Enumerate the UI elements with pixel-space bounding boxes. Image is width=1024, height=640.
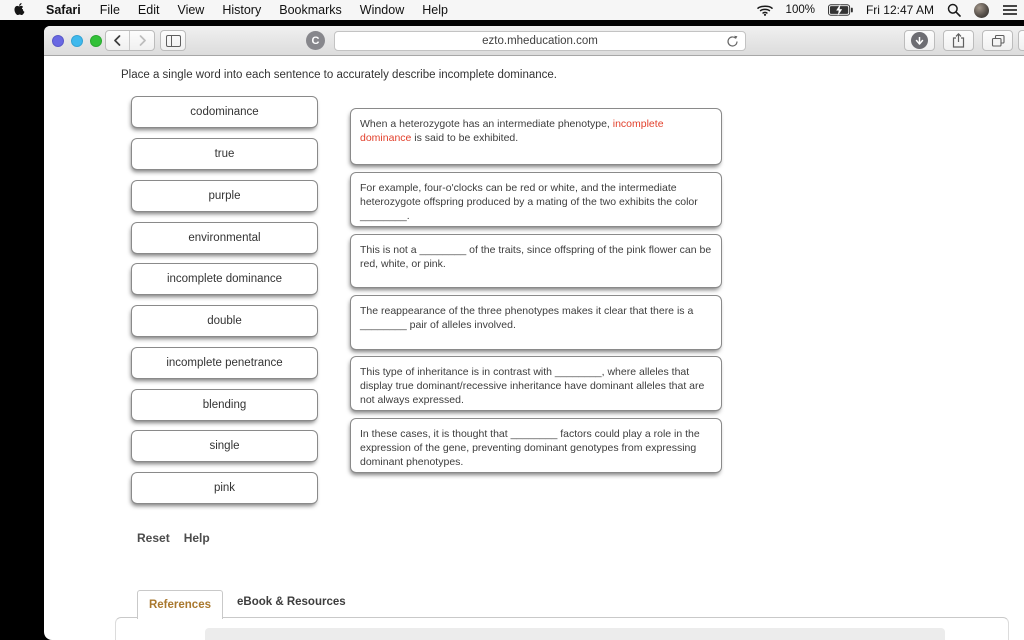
window-close-button[interactable] [52,35,64,47]
sentence-text: is said to be exhibited. [411,132,519,145]
extension-icon[interactable] [306,31,325,50]
sentence-text: This is not a ________ of the traits, since offspring of the pink flower can be red, white, or pink. [360,244,712,271]
tab-overview-button[interactable] [982,30,1013,51]
tab-references[interactable]: References [137,590,223,619]
sentence-dropzone-5[interactable] [350,356,722,411]
tile-label: true [214,148,235,160]
word-tile-codominance[interactable] [131,96,318,128]
help-button[interactable]: Help [183,531,210,545]
reset-button[interactable]: Reset [137,531,170,545]
word-tile-environmental[interactable] [131,222,318,254]
extension-glyph: C [311,34,320,47]
forward-button[interactable] [130,31,154,50]
word-tile-single[interactable] [131,430,318,462]
menu-item-view[interactable]: View [177,3,205,17]
apple-menu[interactable] [0,3,36,17]
spotlight-search-icon[interactable] [947,3,961,17]
tile-label: incomplete dominance [166,273,283,285]
menu-item-bookmarks[interactable]: Bookmarks [279,3,342,17]
sentence-text: In these cases, it is thought that ________ factors could play a role in the expression of the gene, preventing dominant genotypes from expressing dominant phenotypes. [360,428,700,469]
tile-label: pink [213,482,236,494]
tab-overview-icon [991,34,1005,48]
downloads-button[interactable] [904,30,935,51]
menu-item-help[interactable]: Help [422,3,448,17]
battery-percent-label: 100% [785,4,815,16]
apple-icon [14,3,26,17]
word-tile-blending[interactable] [131,389,318,421]
word-tile-true[interactable] [131,138,318,170]
word-tile-incomplete-penetrance[interactable] [131,347,318,379]
sentence-dropzone-4[interactable] [350,295,722,350]
reload-button[interactable] [726,35,739,48]
quiz-actions [137,531,210,545]
sentence-dropzone-6[interactable] [350,418,722,473]
window-minimize-button[interactable] [71,35,83,47]
share-button[interactable] [943,30,974,51]
nav-button-group [105,30,155,51]
tile-label: environmental [188,232,261,244]
menu-item-edit[interactable]: Edit [137,3,160,17]
tile-label: incomplete penetrance [166,357,283,369]
sentence-dropzone-2[interactable] [350,172,722,227]
menu-item-safari[interactable]: Safari [46,3,81,17]
word-tile-incomplete-dominance[interactable] [131,263,318,295]
wifi-icon[interactable] [757,4,773,16]
menubar-clock[interactable]: Fri 12:47 AM [865,3,934,17]
safari-window [44,26,1024,640]
macos-menu-bar [0,0,1024,20]
url-text: ezto.mheducation.com [482,35,598,47]
toolbar-edge-button [1018,30,1024,51]
tile-label: codominance [190,106,259,118]
menu-item-history[interactable]: History [222,3,262,17]
tile-label: double [207,315,242,327]
address-bar[interactable] [334,31,746,51]
tab-ebook-resources[interactable]: eBook & Resources [237,596,346,608]
reload-icon [726,35,739,48]
sentence-dropzone-3[interactable] [350,234,722,288]
sentence-text: This type of inheritance is in contrast with ________, where alleles that display true dominant/recessive inheritance have dominant alleles that are not always expressed. [360,366,705,407]
browser-toolbar [44,26,1024,56]
share-icon [952,33,965,48]
forward-chevron-icon [138,35,147,46]
notification-center-icon[interactable] [1002,4,1018,16]
sidebar-icon [166,35,181,47]
sidebar-toggle-button[interactable] [160,30,186,51]
download-icon [911,32,928,49]
siri-icon[interactable] [974,3,989,18]
word-tile-double[interactable] [131,305,318,337]
sentence-text: For example, four-o'clocks can be red or white, and the intermediate heterozygote offspring produced by a mating of the two exhibits the color ________. [360,182,698,223]
menu-item-window[interactable]: Window [359,3,405,17]
tile-label: purple [208,190,241,202]
menu-item-file[interactable]: File [99,3,120,17]
word-tile-pink[interactable] [131,472,318,504]
desktop-background [0,20,44,640]
sentence-text: When a heterozygote has an intermediate phenotype, [360,118,613,130]
sentence-text: The reappearance of the three phenotypes makes it clear that there is a ________ pair of alleles involved. [360,305,694,332]
instruction-text: Place a single word into each sentence to accurately describe incomplete dominance. [121,69,557,81]
back-button[interactable] [106,31,130,50]
menubar-status-area [757,3,1024,18]
dropped-answer-text[interactable]: incomplete dominance [360,118,664,145]
references-table-header [205,628,945,640]
battery-charging-icon[interactable] [828,4,853,16]
word-tile-purple[interactable] [131,180,318,212]
sentence-dropzone-1[interactable] [350,108,722,165]
tile-label: blending [202,399,247,411]
tile-label: single [209,440,240,452]
window-zoom-button[interactable] [90,35,102,47]
back-chevron-icon [113,35,122,46]
